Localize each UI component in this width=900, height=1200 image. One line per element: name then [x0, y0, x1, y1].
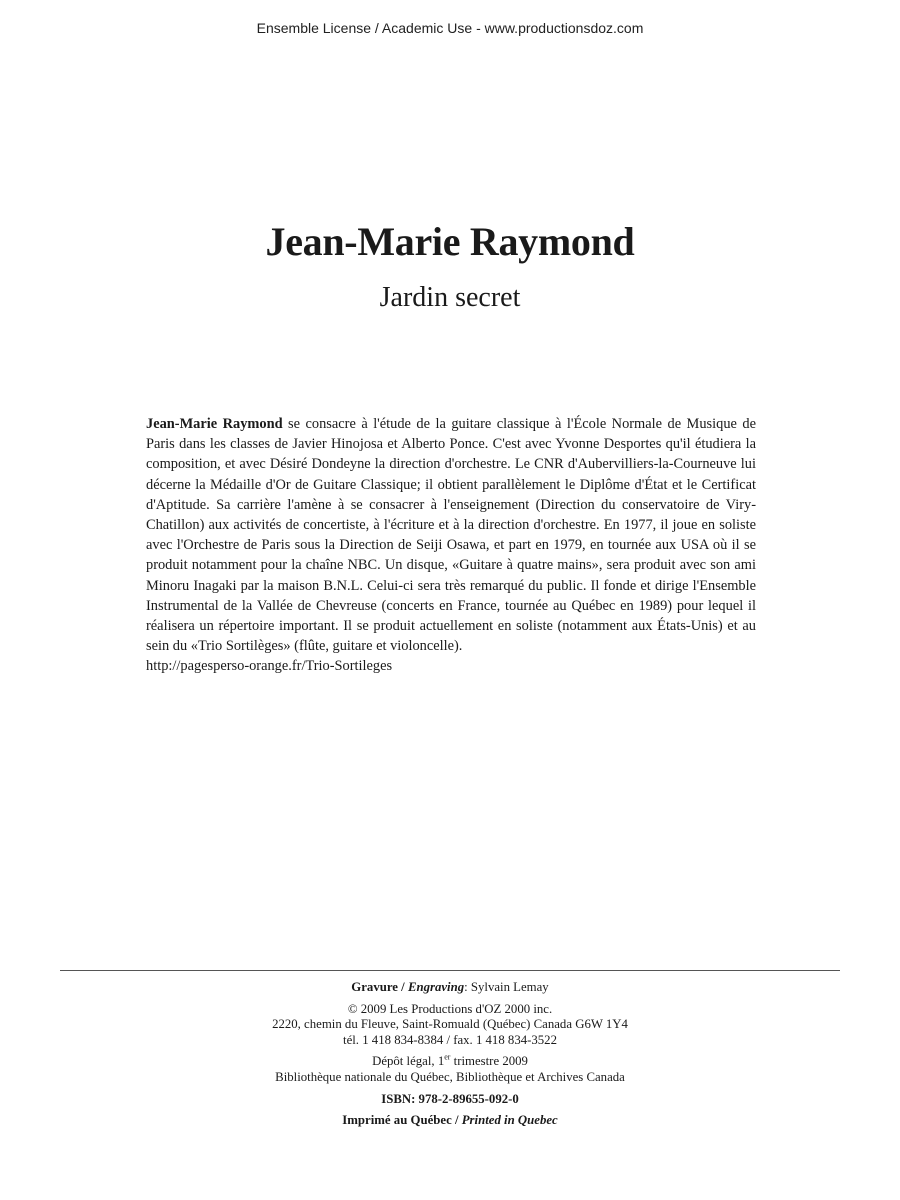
- printed-in: Imprimé au Québec / Printed in Quebec: [342, 1113, 558, 1128]
- copyright-line: © 2009 Les Productions d'OZ 2000 inc.: [347, 1001, 553, 1016]
- bio-composer-name: Jean-Marie Raymond: [146, 416, 283, 432]
- engraving-credit: Gravure / Engraving: Sylvain Lemay: [351, 980, 549, 994]
- printed-en: Printed in Quebec: [461, 1113, 558, 1128]
- composer-name: Jean-Marie Raymond: [265, 219, 635, 264]
- engraver-name: : Sylvain Lemay: [464, 980, 549, 994]
- bio-text: se consacre à l'étude de la guitare classique à l'École Normale de Musique de Paris dans les classes de Javier Hinojosa et Alberto Ponce. C'est avec Yvonne Desportes qu'il étudiera la composition, et avec Désiré Dondeyne la direction d'orchestre. Le CNR d'Aubervilliers-la-Courneuve lui décerne la Médaille d'Or de Guitare Classique; il obtient parallèlement le Diplôme d'État et le Certificat d'Aptitude. Sa carrière l'amène à se consacrer à l'enseignement (Direction du conservatoire de Viry-Chatillon) aux activités de concertiste, à l'écriture et à la direction d'orchestre. En 1977, il joue en soliste avec l'Orchestre de Paris sous la Direction de Seiji Osawa, et part en 1979, en tournée aux USA où il se produit notamment pour la chaîne NBC. Un disque, «Guitare à quatre mains», sera produit avec son ami Minoru Inagaki par la maison B.N.L. Celui-ci sera très remarqué du public. Il fonde et dirige l'Ensemble Instrumental de la Vallée de Chevreuse (concerts en France, tournée au Québec en 1989) pour lequel il réalisera un répertoire important. Il se produit actuellement en soliste (notamment aux États-Unis) et au sein du «Trio Sortilèges» (flûte, guitare et violoncelle).: [146, 416, 756, 655]
- depot-prefix: Dépôt légal, 1: [372, 1054, 445, 1069]
- website-link[interactable]: http://pagesperso-orange.fr/Trio-Sortileges: [146, 658, 393, 675]
- publisher-address: 2220, chemin du Fleuve, Saint-Romuald (Québec) Canada G6W 1Y4: [272, 1017, 628, 1032]
- depot-ordinal: er: [444, 1053, 451, 1063]
- engraving-label: Engraving: [407, 980, 465, 994]
- colophon-divider: [60, 970, 840, 971]
- license-header: Ensemble License / Academic Use - www.productionsdoz.com: [256, 20, 644, 36]
- libraries-line: Bibliothèque nationale du Québec, Bibliothèque et Archives Canada: [275, 1069, 625, 1084]
- composer-biography: [146, 414, 756, 677]
- legal-deposit: [0, 1054, 900, 1070]
- printed-fr: Imprimé au Québec: [342, 1113, 452, 1128]
- isbn: ISBN: 978-2-89655-092-0: [381, 1091, 519, 1106]
- publisher-phone: tél. 1 418 834-8384 / fax. 1 418 834-3522: [343, 1032, 557, 1047]
- colophon: [0, 980, 900, 1129]
- depot-suffix: trimestre 2009: [450, 1054, 528, 1069]
- work-title: Jardin secret: [379, 282, 521, 313]
- gravure-label: Gravure: [351, 980, 398, 994]
